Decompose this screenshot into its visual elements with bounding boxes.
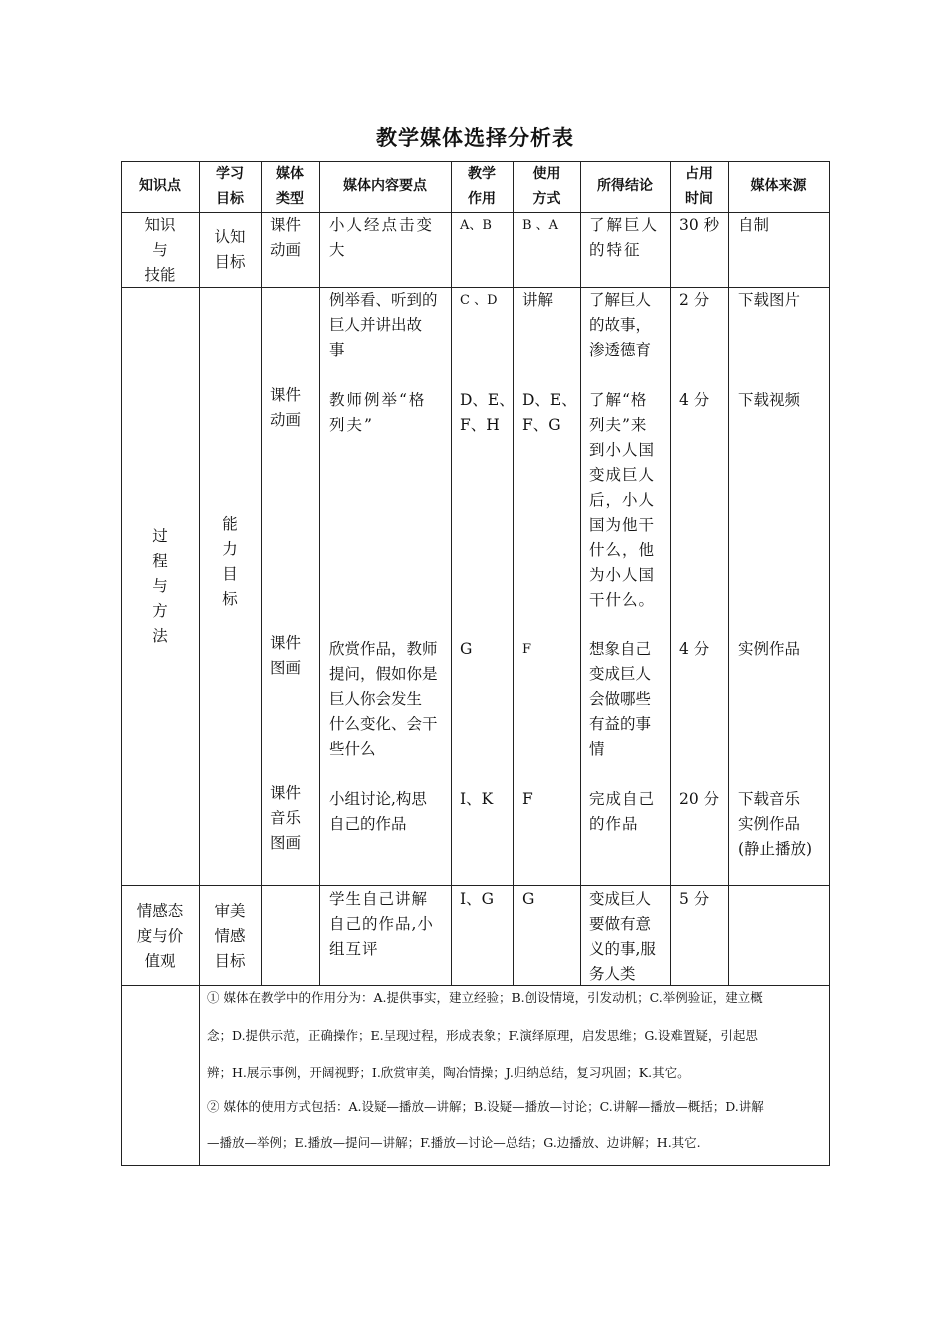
method-cell: F xyxy=(522,790,533,808)
role-cell: D、E、 F、H xyxy=(460,391,515,434)
time-cell: 4 分 xyxy=(679,640,710,658)
goal-cell: 能 力 目 标 xyxy=(222,515,238,608)
content-cell: 小人经点击变 大 xyxy=(329,216,435,259)
source-cell: 实例作品 xyxy=(738,640,801,658)
content-cell: 欣赏作品，教师 提问，假如你是 巨人你会发生 什么变化、会干 些什么 xyxy=(329,640,438,758)
role-cell: I、K xyxy=(460,790,494,808)
header-conclusion: 所得结论 xyxy=(597,178,653,194)
goal-cell: 审美 情感 目标 xyxy=(214,902,246,970)
header-time: 占用 时间 xyxy=(685,166,713,207)
goal-cell: 认知 目标 xyxy=(214,228,246,271)
content-cell: 学生自己讲解 自己的作品,小 组互评 xyxy=(329,890,434,958)
time-cell: 30 秒 xyxy=(679,216,720,234)
header-source: 媒体来源 xyxy=(750,178,807,194)
conclusion-cell: 想象自己 变成巨人 会做哪些 有益的事 情 xyxy=(589,640,652,758)
method-cell: F xyxy=(522,642,532,657)
header-knowledge: 知识点 xyxy=(139,178,181,194)
time-cell: 2 分 xyxy=(679,291,710,309)
knowledge-cell: 情感态 度与价 值观 xyxy=(136,902,184,970)
source-cell: 自制 xyxy=(738,216,770,234)
time-cell: 5 分 xyxy=(679,890,710,908)
note-line: 辨；H.展示事例，开阔视野；I.欣赏审美，陶冶情操；J.归纳总结，复习巩固；K.其它。 xyxy=(207,1065,690,1080)
media-type-cell: 课件 动画 xyxy=(270,386,302,429)
source-cell: 下载视频 xyxy=(738,391,801,409)
role-cell: I、G xyxy=(460,890,495,908)
knowledge-cell: 过 程 与 方 法 xyxy=(152,527,168,645)
media-type-cell: 课件 动画 xyxy=(270,216,302,259)
conclusion-cell: 完成自己 的作品 xyxy=(589,790,656,833)
content-cell: 例举看、听到的 巨人并讲出故 事 xyxy=(329,291,438,359)
method-cell: D、E、 F、G xyxy=(522,391,577,434)
conclusion-cell: 了解“格 列夫”来 到小人国 变成巨人 后，小人 国为他干 什么，他 为小人国 干什么。 xyxy=(589,391,656,609)
media-type-cell: 课件 图画 xyxy=(270,634,302,677)
conclusion-cell: 了解巨人 的特征 xyxy=(589,216,660,259)
conclusion-cell: 了解巨人 的故事， 渗透德育 xyxy=(589,291,652,359)
source-cell: 下载音乐 实例作品 (静止播放) xyxy=(738,790,813,858)
content-cell: 小组讨论,构思 自己的作品 xyxy=(329,790,427,833)
role-cell: G xyxy=(460,640,473,658)
page-title: 教学媒体选择分析表 xyxy=(376,126,574,150)
role-cell: C 、D xyxy=(460,293,498,308)
note-line: ② 媒体的使用方式包括：A.设疑—播放—讲解；B.设疑—播放—讨论；C.讲解—播放—概括；D.讲解 xyxy=(207,1099,764,1114)
note-line: 念；D.提供示范，正确操作；E.呈现过程，形成表象；F.演绎原理，启发思维；G.设难置疑，引起思 xyxy=(207,1028,758,1043)
header-role: 教学 作用 xyxy=(468,166,496,207)
method-cell: B 、A xyxy=(522,218,559,233)
conclusion-cell: 变成巨人 要做有意 义的事,服 务人类 xyxy=(589,890,656,983)
method-cell: 讲解 xyxy=(522,291,554,309)
header-method: 使用 方式 xyxy=(532,166,561,207)
role-cell: A、B xyxy=(460,218,492,233)
note-line: —播放—举例；E.播放—提问—讲解；F.播放—讨论—总结；G.边播放、边讲解；H.其它. xyxy=(207,1135,701,1150)
header-goal: 学习 目标 xyxy=(216,166,244,207)
note-line: ① 媒体在教学中的作用分为：A.提供事实，建立经验；B.创设情境，引发动机；C.举例验证，建立概 xyxy=(207,990,763,1005)
header-media-type: 媒体 类型 xyxy=(276,166,304,207)
media-type-cell: 课件 音乐 图画 xyxy=(270,784,302,852)
time-cell: 20 分 xyxy=(679,790,720,808)
content-cell: 教师例举“格 列夫” xyxy=(329,391,427,434)
knowledge-cell: 知识 与 技能 xyxy=(144,216,176,284)
header-content: 媒体内容要点 xyxy=(343,178,427,194)
method-cell: G xyxy=(522,890,535,908)
source-cell: 下载图片 xyxy=(738,291,801,309)
time-cell: 4 分 xyxy=(679,391,710,409)
